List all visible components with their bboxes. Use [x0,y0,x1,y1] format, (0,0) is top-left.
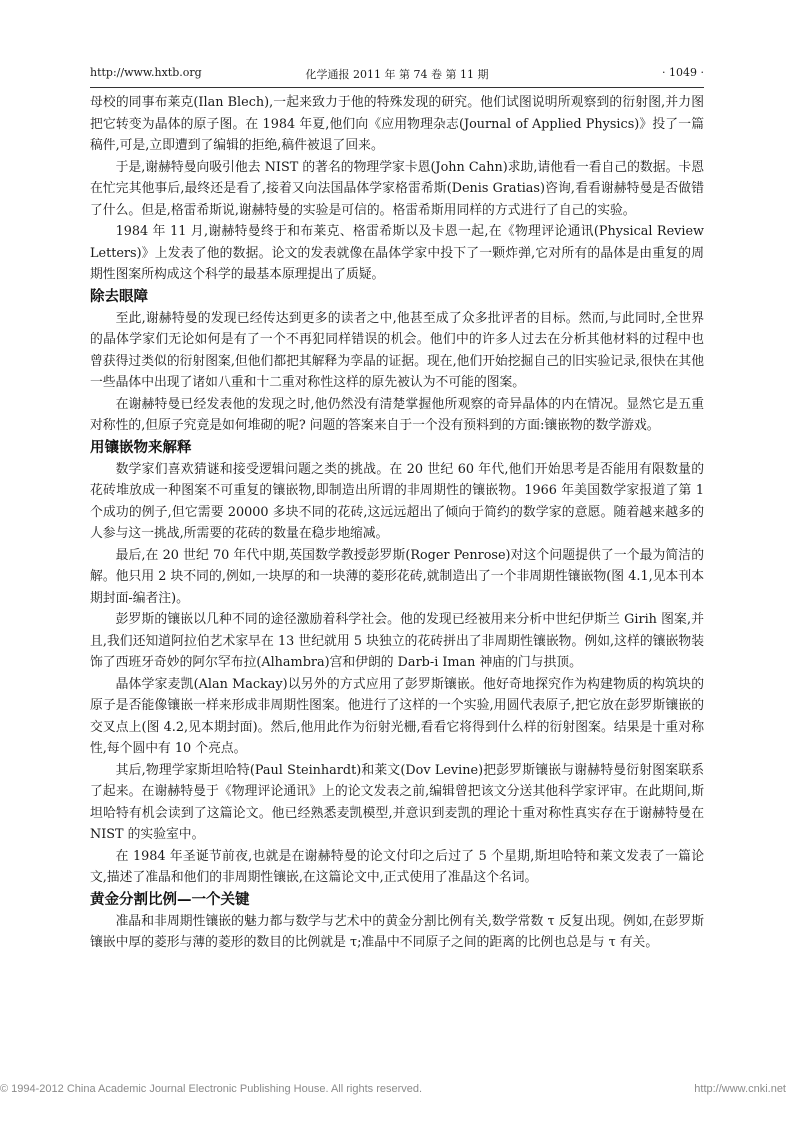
journal-issue: 化学通报 2011 年 第 74 卷 第 11 期 [305,68,489,81]
page-number: · 1049 · [662,66,704,79]
paragraph-2: 于是,谢赫特曼向吸引他去 NIST 的著名的物理学家卡恩(John Cahn)求助,请他看一看自己的数据。卡恩在忙完其他事后,最终还是看了,接着又向法国晶体学家格雷希斯(Denis Gratias)咨询,看看谢赫特曼是否做错了什么。但是,格雷希斯说,谢赫特曼的实验是可信的。格雷希斯用同样的方式进行了自己的实验。 [90,159,704,218]
paragraph-10: 其后,物理学家斯坦哈特(Paul Steinhardt)和莱文(Dov Levine)把彭罗斯镶嵌与谢赫特曼衍射图案联系了起来。在谢赫特曼于《物理评论通讯》上的论文发表之前,编辑曾把该文分送其他科学家评审。在此期间,斯坦哈特有机会读到了这篇论文。他已经熟悉麦凯模型,并意识到麦凯的理论十重对称性真实存在于谢赫特曼在 NIST 的实验室中。 [90,762,704,842]
footer-site-link[interactable]: http://www.cnki.net [694,1083,786,1095]
paragraph-5: 在谢赫特曼已经发表他的发现之时,他仍然没有清楚掌握他所观察的奇异晶体的内在情况。显然它是五重对称性的,但原子究竟是如何堆砌的呢? 问题的答案来自于一个没有预料到的方面:镶嵌物的数学游戏。 [90,396,704,433]
running-header [90,66,704,86]
paragraph-9: 晶体学家麦凯(Alan Mackay)以另外的方式应用了彭罗斯镶嵌。他好奇地探究作为构建物质的构筑块的原子是否能像镶嵌一样来形成非周期性图案。他进行了这样的一个实验,用圆代表原子,把它放在彭罗斯镶嵌的交叉点上(图 4.2,见本期封面)。然后,他用此作为衍射光栅,看看它将得到什么样的衍射图案。结果是十重对称性,每个圆中有 10 个亮点。 [90,676,704,756]
paragraph-8: 彭罗斯的镶嵌以几种不同的途径激励着科学社会。他的发现已经被用来分析中世纪伊斯兰 Girih 图案,并且,我们还知道阿拉伯艺术家早在 13 世纪就用 5 块独立的花砖拼出了非周期性镶嵌物。例如,这样的镶嵌物装饰了西班牙奇妙的阿尔罕布拉(Alhambra)宫和伊朗的 Darb-i Iman 神庙的门与拱顶。 [90,612,704,670]
section-heading-1: 除去眼障 [90,288,148,305]
journal-url: http://www.hxtb.org [90,66,202,79]
paragraph-3: 1984 年 11 月,谢赫特曼终于和布莱克、格雷希斯以及卡恩一起,在《物理评论通讯(Physical Review Letters)》上发表了他的数据。论文的发表就像在晶体学家中投下了一颗炸弹,它对所有的晶体是由重复的周期性图案所构成这个科学的最基本原理提出了质疑。 [90,224,704,282]
paragraph-11: 在 1984 年圣诞节前夜,也就是在谢赫特曼的论文付印之后过了 5 个星期,斯坦哈特和莱文发表了一篇论文,描述了准晶和他们的非周期性镶嵌,在这篇论文中,正式使用了准晶这个名词。 [90,848,704,885]
section-heading-2: 用镶嵌物来解释 [90,439,192,456]
paragraph-12: 准晶和非周期性镶嵌的魅力都与数学与艺术中的黄金分割比例有关,数学常数 τ 反复出现。例如,在彭罗斯镶嵌中厚的菱形与薄的菱形的数目的比例就是 τ;准晶中不同原子之间的距离的比例也总是与 τ 有关。 [90,913,704,950]
article-body [90,92,704,954]
copyright-notice: © 1994-2012 China Academic Journal Electronic Publishing House. All rights reserved. [0,1083,423,1095]
paragraph-4: 至此,谢赫特曼的发现已经传达到更多的读者之中,他甚至成了众多批评者的目标。然而,与此同时,全世界的晶体学家们无论如何是有了一个不再犯同样错误的机会。他们中的许多人过去在分析其他材料的过程中也曾获得过类似的衍射图案,但他们都把其解释为孪晶的证据。现在,他们开始挖掘自己的旧实验记录,很快在其他一些晶体中出现了诸如八重和十二重对称性这样的原先被认为不可能的图案。 [90,310,704,390]
header-rule [90,87,704,88]
paragraph-1: 母校的同事布莱克(Ilan Blech),一起来致力于他的特殊发现的研究。他们试图说明所观察到的衍射图,并力图把它转变为晶体的原子图。在 1984 年夏,他们向《应用物理杂志(Journal of Applied Physics)》投了一篇稿件,可是,立即遭到了编辑的拒绝,稿件被退了回来。 [90,95,704,153]
section-heading-3: 黄金分割比例—一个关键 [90,891,250,908]
paragraph-7: 最后,在 20 世纪 70 年代中期,英国数学教授彭罗斯(Roger Penrose)对这个问题提供了一个最为简洁的解。他只用 2 块不同的,例如,一块厚的和一块薄的菱形花砖,就制造出了一个非周期性镶嵌物(图 4.1,见本刊本期封面-编者注)。 [90,547,704,606]
paragraph-6: 数学家们喜欢猜谜和接受逻辑问题之类的挑战。在 20 世纪 60 年代,他们开始思考是否能用有限数量的花砖堆放成一种图案不可重复的镶嵌物,即制造出所谓的非周期性的镶嵌物。1966 年美国数学家报道了第 1 个成功的例子,但它需要 20000 多块不同的花砖,这远远超出了倾向于简约的数学家的意愿。随着越来越多的人参与这一挑战,所需要的花砖的数量在稳步地缩减。 [90,461,704,541]
